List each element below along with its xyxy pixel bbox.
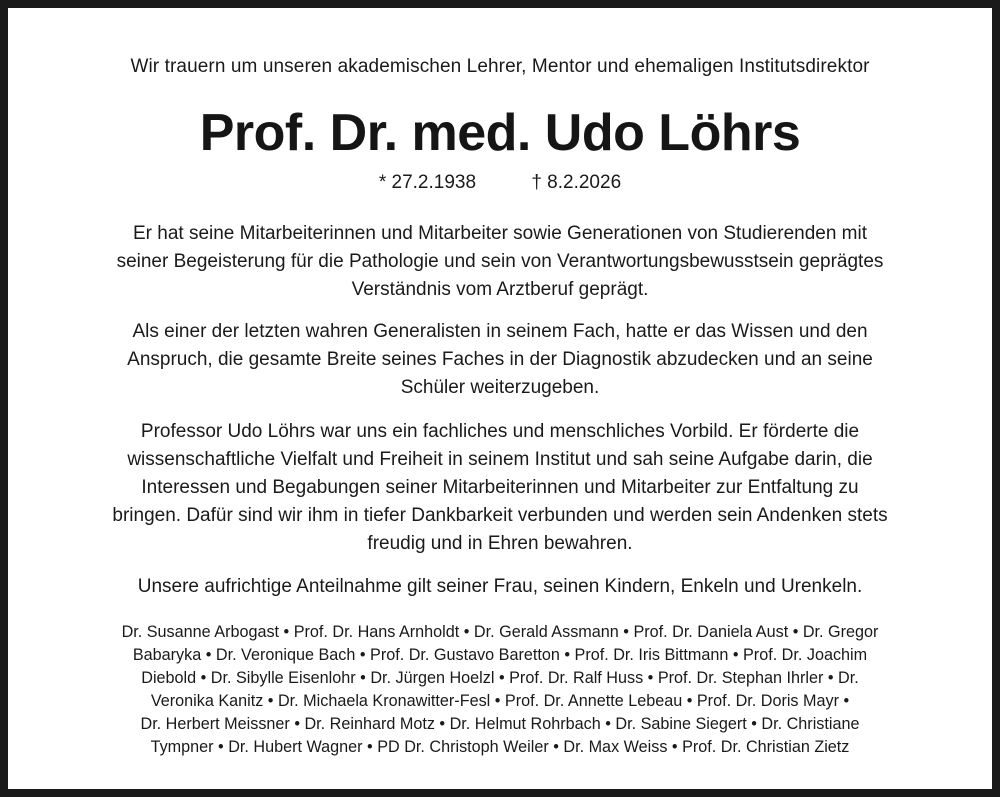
life-dates bbox=[16, 170, 984, 196]
paragraph-line: bringen. Dafür sind wir ihm in tiefer Dankbarkeit verbunden und werden sein Andenken stets bbox=[112, 505, 888, 526]
paragraph-line: Anspruch, die gesamte Breite seines Faches in der Diagnostik abzudecken und an seine bbox=[127, 349, 873, 370]
intro-line: Wir trauern um unseren akademischen Lehrer, Mentor und ehemaligen Institutsdirektor bbox=[130, 56, 870, 77]
birth-date: * 27.2.1938 bbox=[378, 172, 477, 193]
signers-line: Dr. Susanne Arbogast • Prof. Dr. Hans Arnholdt • Dr. Gerald Assmann • Prof. Dr. Daniela Aust • Dr. Gregor bbox=[121, 623, 879, 641]
paragraph-generalist bbox=[106, 318, 894, 402]
paragraph-line: Schüler weiterzugeben. bbox=[400, 377, 600, 398]
paragraph-line: Interessen und Begabungen seiner Mitarbeiterinnen und Mitarbeiter zur Entfaltung zu bbox=[141, 477, 859, 498]
paragraph-tribute bbox=[106, 220, 894, 304]
signers-line: Diebold • Dr. Sibylle Eisenlohr • Dr. Jürgen Hoelzl • Prof. Dr. Ralf Huss • Prof. Dr. Stephan Ihrler • Dr. bbox=[141, 669, 859, 687]
signers-line: Tympner • Dr. Hubert Wagner • PD Dr. Christoph Weiler • Dr. Max Weiss • Prof. Dr. Christian Zietz bbox=[150, 738, 850, 756]
paragraph-line: seiner Begeisterung für die Pathologie und sein von Verantwortungsbewusstsein geprägtes bbox=[116, 251, 884, 272]
signers-list bbox=[96, 621, 904, 759]
paragraph-role-model bbox=[106, 418, 894, 558]
paragraph-line: Professor Udo Löhrs war uns ein fachliches und menschliches Vorbild. Er förderte die bbox=[140, 421, 860, 442]
paragraph-line: Unsere aufrichtige Anteilnahme gilt seiner Frau, seinen Kindern, Enkeln und Urenkeln. bbox=[137, 576, 863, 597]
deceased-name: Prof. Dr. med. Udo Löhrs bbox=[199, 104, 801, 162]
signers-line: Babaryka • Dr. Veronique Bach • Prof. Dr. Gustavo Baretton • Prof. Dr. Iris Bittmann • Prof. Dr. Joachim bbox=[132, 646, 868, 664]
signers-line: Dr. Herbert Meissner • Dr. Reinhard Motz • Dr. Helmut Rohrbach • Dr. Sabine Siegert • Dr. Christiane bbox=[140, 715, 860, 733]
paragraph-line: freudig und in Ehren bewahren. bbox=[367, 533, 633, 554]
death-date: † 8.2.2026 bbox=[531, 172, 622, 193]
paragraph-line: Verständnis vom Arztberuf geprägt. bbox=[351, 279, 649, 300]
paragraph-line: Er hat seine Mitarbeiterinnen und Mitarbeiter sowie Generationen von Studierenden mit bbox=[132, 223, 868, 244]
paragraph-line: wissenschaftliche Vielfalt und Freiheit in seinem Institut und sah seine Aufgabe darin, die bbox=[127, 449, 873, 470]
paragraph-condolence bbox=[106, 573, 894, 601]
paragraph-line: Als einer der letzten wahren Generalisten in seinem Fach, hatte er das Wissen und den bbox=[132, 321, 868, 342]
signers-line: Veronika Kanitz • Dr. Michaela Kronawitter-Fesl • Prof. Dr. Annette Lebeau • Prof. Dr. Doris Mayr • bbox=[150, 692, 850, 710]
